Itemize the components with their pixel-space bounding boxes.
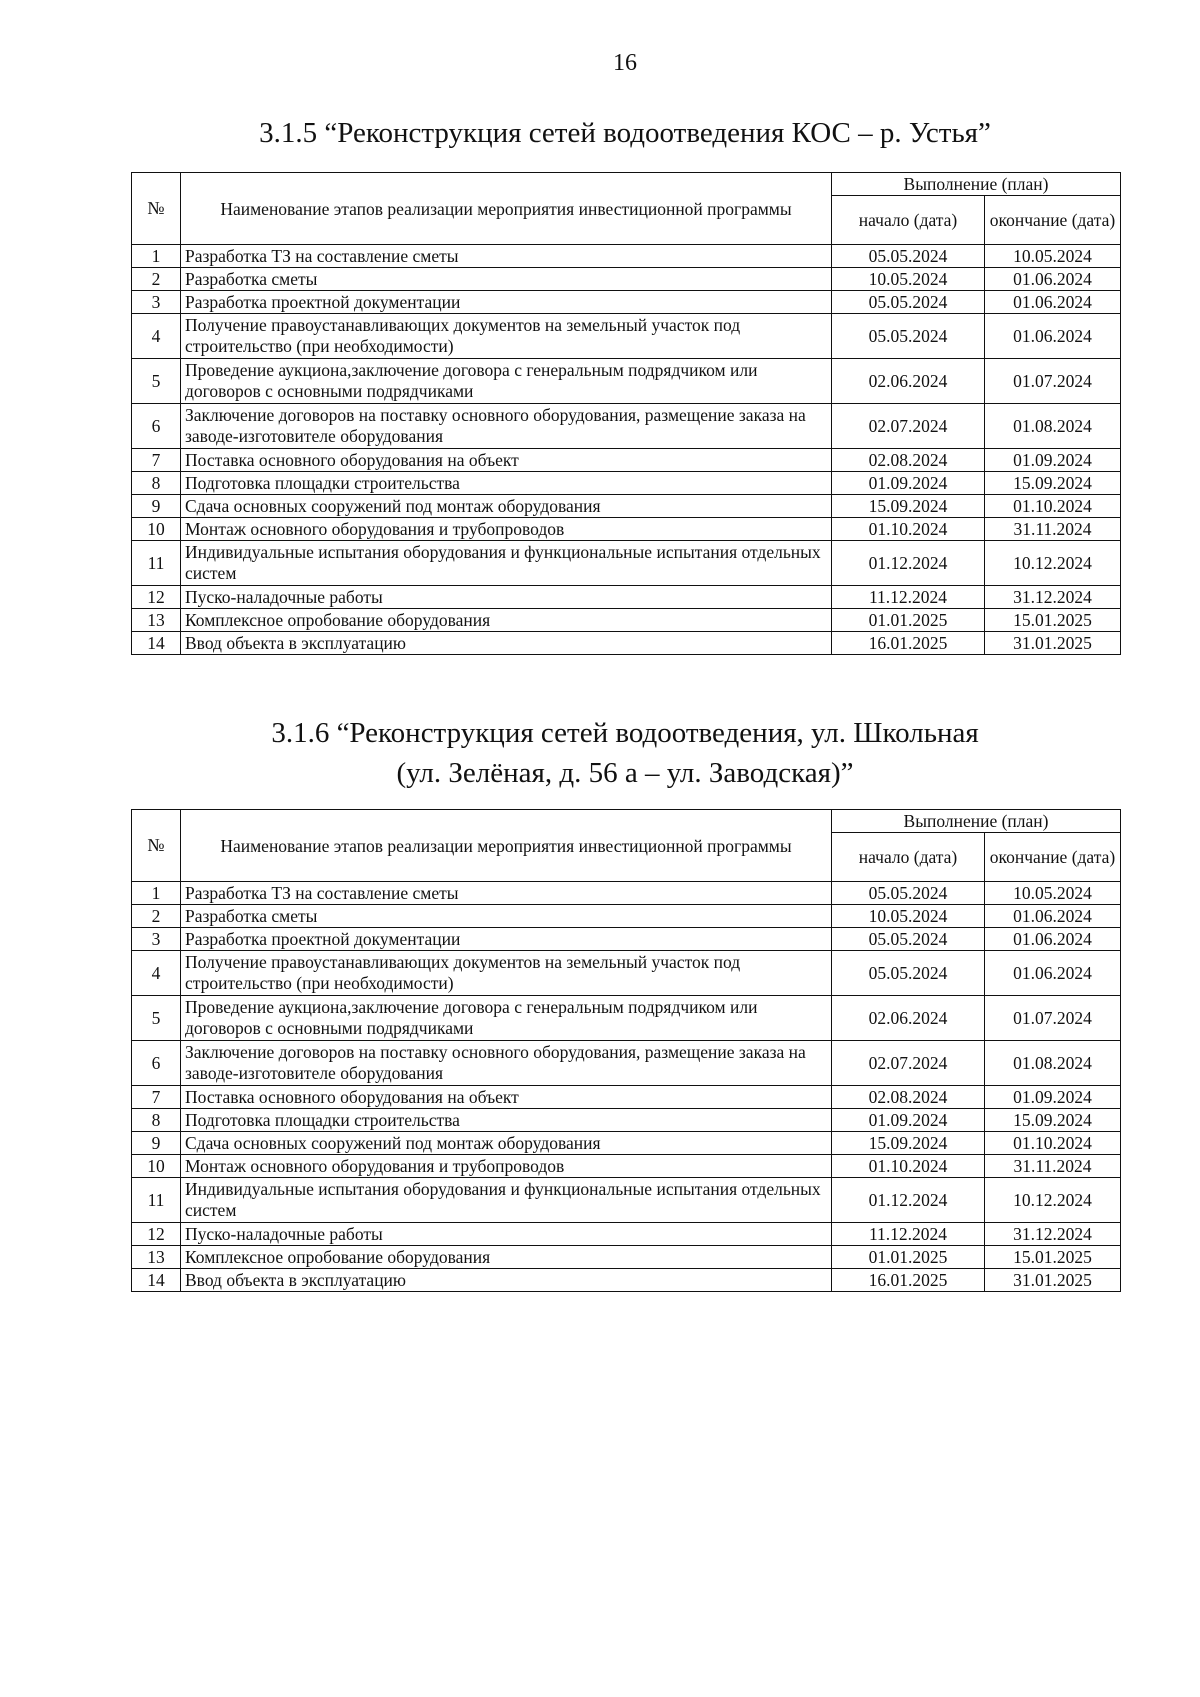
table-row: [132, 996, 1121, 1041]
start-date: 10.05.2024: [832, 268, 985, 291]
row-number: 3: [132, 291, 181, 314]
end-date: 15.01.2025: [985, 1246, 1121, 1269]
table-row: [132, 928, 1121, 951]
table-row: [132, 905, 1121, 928]
table-row: [132, 472, 1121, 495]
stage-name: Проведение аукциона,заключение договора с генеральным подрядчиком или договоров с основными подрядчиками: [181, 359, 832, 404]
stage-name: Проведение аукциона,заключение договора с генеральным подрядчиком или договоров с основными подрядчиками: [181, 996, 832, 1041]
start-date: 11.12.2024: [832, 586, 985, 609]
table-row: [132, 1109, 1121, 1132]
stage-name: Разработка ТЗ на составление сметы: [181, 882, 832, 905]
table-row: [132, 586, 1121, 609]
stage-name: Разработка сметы: [181, 268, 832, 291]
section-title-3-1-6: [0, 713, 1200, 793]
start-date: 01.01.2025: [832, 609, 985, 632]
row-number: 7: [132, 449, 181, 472]
end-date: 01.06.2024: [985, 928, 1121, 951]
start-date: 15.09.2024: [832, 495, 985, 518]
stage-name: Ввод объекта в эксплуатацию: [181, 632, 832, 655]
schedule-table-3-1-6: [131, 809, 1121, 1292]
end-date: 01.06.2024: [985, 905, 1121, 928]
end-date: 10.12.2024: [985, 1178, 1121, 1223]
end-date: 31.12.2024: [985, 1223, 1121, 1246]
stage-name: Комплексное опробование оборудования: [181, 609, 832, 632]
stage-name: Индивидуальные испытания оборудования и функциональные испытания отдельных систем: [181, 541, 832, 586]
table-row: [132, 1155, 1121, 1178]
end-date: 01.09.2024: [985, 449, 1121, 472]
stage-name: Пуско-наладочные работы: [181, 1223, 832, 1246]
row-number: 13: [132, 1246, 181, 1269]
end-date: 01.09.2024: [985, 1086, 1121, 1109]
row-number: 5: [132, 996, 181, 1041]
start-date: 05.05.2024: [832, 314, 985, 359]
header-execution-plan: Выполнение (план): [832, 810, 1121, 833]
stage-name: Подготовка площадки строительства: [181, 472, 832, 495]
end-date: 01.06.2024: [985, 291, 1121, 314]
end-date: 31.12.2024: [985, 586, 1121, 609]
stage-name: Монтаж основного оборудования и трубопроводов: [181, 1155, 832, 1178]
stage-name: Подготовка площадки строительства: [181, 1109, 832, 1132]
row-number: 10: [132, 1155, 181, 1178]
row-number: 7: [132, 1086, 181, 1109]
table-row: [132, 495, 1121, 518]
table-row: [132, 1178, 1121, 1223]
header-stage-name: Наименование этапов реализации мероприятия инвестиционной программы: [181, 810, 832, 882]
end-date: 31.01.2025: [985, 1269, 1121, 1292]
stage-name: Разработка ТЗ на составление сметы: [181, 245, 832, 268]
end-date: 01.10.2024: [985, 495, 1121, 518]
stage-name: Заключение договоров на поставку основного оборудования, размещение заказа на заводе-изготовителе оборудования: [181, 1041, 832, 1086]
start-date: 05.05.2024: [832, 882, 985, 905]
start-date: 02.07.2024: [832, 1041, 985, 1086]
table-row: [132, 1246, 1121, 1269]
end-date: 01.07.2024: [985, 996, 1121, 1041]
start-date: 16.01.2025: [832, 1269, 985, 1292]
table-row: [132, 1223, 1121, 1246]
header-stage-name: Наименование этапов реализации мероприятия инвестиционной программы: [181, 173, 832, 245]
end-date: 31.11.2024: [985, 1155, 1121, 1178]
row-number: 9: [132, 495, 181, 518]
start-date: 02.08.2024: [832, 1086, 985, 1109]
table-row: [132, 1086, 1121, 1109]
end-date: 10.05.2024: [985, 882, 1121, 905]
start-date: 01.09.2024: [832, 472, 985, 495]
header-execution-plan: Выполнение (план): [832, 173, 1121, 196]
start-date: 10.05.2024: [832, 905, 985, 928]
row-number: 1: [132, 882, 181, 905]
row-number: 10: [132, 518, 181, 541]
schedule-table-3-1-5: [131, 172, 1121, 655]
table-row: [132, 1269, 1121, 1292]
end-date: 01.06.2024: [985, 951, 1121, 996]
row-number: 14: [132, 632, 181, 655]
table-row: [132, 268, 1121, 291]
row-number: 3: [132, 928, 181, 951]
table-row: [132, 609, 1121, 632]
stage-name: Сдача основных сооружений под монтаж оборудования: [181, 1132, 832, 1155]
row-number: 5: [132, 359, 181, 404]
end-date: 01.06.2024: [985, 268, 1121, 291]
start-date: 01.12.2024: [832, 1178, 985, 1223]
start-date: 05.05.2024: [832, 951, 985, 996]
row-number: 1: [132, 245, 181, 268]
row-number: 2: [132, 268, 181, 291]
row-number: 6: [132, 404, 181, 449]
stage-name: Разработка сметы: [181, 905, 832, 928]
row-number: 11: [132, 1178, 181, 1223]
section-title-line: (ул. Зелёная, д. 56 а – ул. Заводская)”: [396, 757, 854, 789]
start-date: 01.12.2024: [832, 541, 985, 586]
page-number: 16: [613, 50, 637, 76]
end-date: 01.10.2024: [985, 1132, 1121, 1155]
start-date: 02.06.2024: [832, 996, 985, 1041]
section-title-line: 3.1.5 “Реконструкция сетей водоотведения КОС – р. Устья”: [259, 117, 991, 149]
start-date: 02.08.2024: [832, 449, 985, 472]
table-row: [132, 291, 1121, 314]
end-date: 01.08.2024: [985, 1041, 1121, 1086]
table-row: [132, 632, 1121, 655]
stage-name: Сдача основных сооружений под монтаж оборудования: [181, 495, 832, 518]
start-date: 05.05.2024: [832, 245, 985, 268]
stage-name: Индивидуальные испытания оборудования и функциональные испытания отдельных систем: [181, 1178, 832, 1223]
row-number: 2: [132, 905, 181, 928]
stage-name: Получение правоустанавливающих документов на земельный участок под строительство (при необходимости): [181, 314, 832, 359]
start-date: 05.05.2024: [832, 928, 985, 951]
table-row: [132, 541, 1121, 586]
table-row: [132, 245, 1121, 268]
start-date: 01.09.2024: [832, 1109, 985, 1132]
table-row: [132, 449, 1121, 472]
end-date: 15.09.2024: [985, 472, 1121, 495]
stage-name: Получение правоустанавливающих документов на земельный участок под строительство (при необходимости): [181, 951, 832, 996]
row-number: 6: [132, 1041, 181, 1086]
end-date: 31.11.2024: [985, 518, 1121, 541]
stage-name: Заключение договоров на поставку основного оборудования, размещение заказа на заводе-изготовителе оборудования: [181, 404, 832, 449]
start-date: 16.01.2025: [832, 632, 985, 655]
end-date: 01.06.2024: [985, 314, 1121, 359]
row-number: 12: [132, 1223, 181, 1246]
table-row: [132, 882, 1121, 905]
stage-name: Ввод объекта в эксплуатацию: [181, 1269, 832, 1292]
stage-name: Поставка основного оборудования на объект: [181, 449, 832, 472]
header-start-date: начало (дата): [832, 833, 985, 882]
stage-name: Комплексное опробование оборудования: [181, 1246, 832, 1269]
start-date: 11.12.2024: [832, 1223, 985, 1246]
header-number: №: [132, 810, 181, 882]
header-number: №: [132, 173, 181, 245]
table-row: [132, 951, 1121, 996]
row-number: 8: [132, 472, 181, 495]
row-number: 9: [132, 1132, 181, 1155]
header-end-date: окончание (дата): [985, 833, 1121, 882]
stage-name: Монтаж основного оборудования и трубопроводов: [181, 518, 832, 541]
end-date: 10.12.2024: [985, 541, 1121, 586]
table-row: [132, 314, 1121, 359]
start-date: 15.09.2024: [832, 1132, 985, 1155]
stage-name: Разработка проектной документации: [181, 291, 832, 314]
start-date: 02.07.2024: [832, 404, 985, 449]
header-end-date: окончание (дата): [985, 196, 1121, 245]
start-date: 01.01.2025: [832, 1246, 985, 1269]
table-row: [132, 359, 1121, 404]
start-date: 05.05.2024: [832, 291, 985, 314]
table-row: [132, 1132, 1121, 1155]
table-row: [132, 404, 1121, 449]
start-date: 01.10.2024: [832, 518, 985, 541]
row-number: 4: [132, 951, 181, 996]
header-start-date: начало (дата): [832, 196, 985, 245]
stage-name: Пуско-наладочные работы: [181, 586, 832, 609]
row-number: 11: [132, 541, 181, 586]
start-date: 02.06.2024: [832, 359, 985, 404]
end-date: 15.01.2025: [985, 609, 1121, 632]
end-date: 31.01.2025: [985, 632, 1121, 655]
row-number: 8: [132, 1109, 181, 1132]
end-date: 01.07.2024: [985, 359, 1121, 404]
row-number: 12: [132, 586, 181, 609]
end-date: 15.09.2024: [985, 1109, 1121, 1132]
table-row: [132, 518, 1121, 541]
row-number: 13: [132, 609, 181, 632]
section-title-line: 3.1.6 “Реконструкция сетей водоотведения, ул. Школьная: [271, 717, 979, 749]
row-number: 14: [132, 1269, 181, 1292]
section-title-3-1-5: [0, 113, 1200, 153]
table-row: [132, 1041, 1121, 1086]
end-date: 01.08.2024: [985, 404, 1121, 449]
stage-name: Разработка проектной документации: [181, 928, 832, 951]
row-number: 4: [132, 314, 181, 359]
end-date: 10.05.2024: [985, 245, 1121, 268]
start-date: 01.10.2024: [832, 1155, 985, 1178]
stage-name: Поставка основного оборудования на объект: [181, 1086, 832, 1109]
